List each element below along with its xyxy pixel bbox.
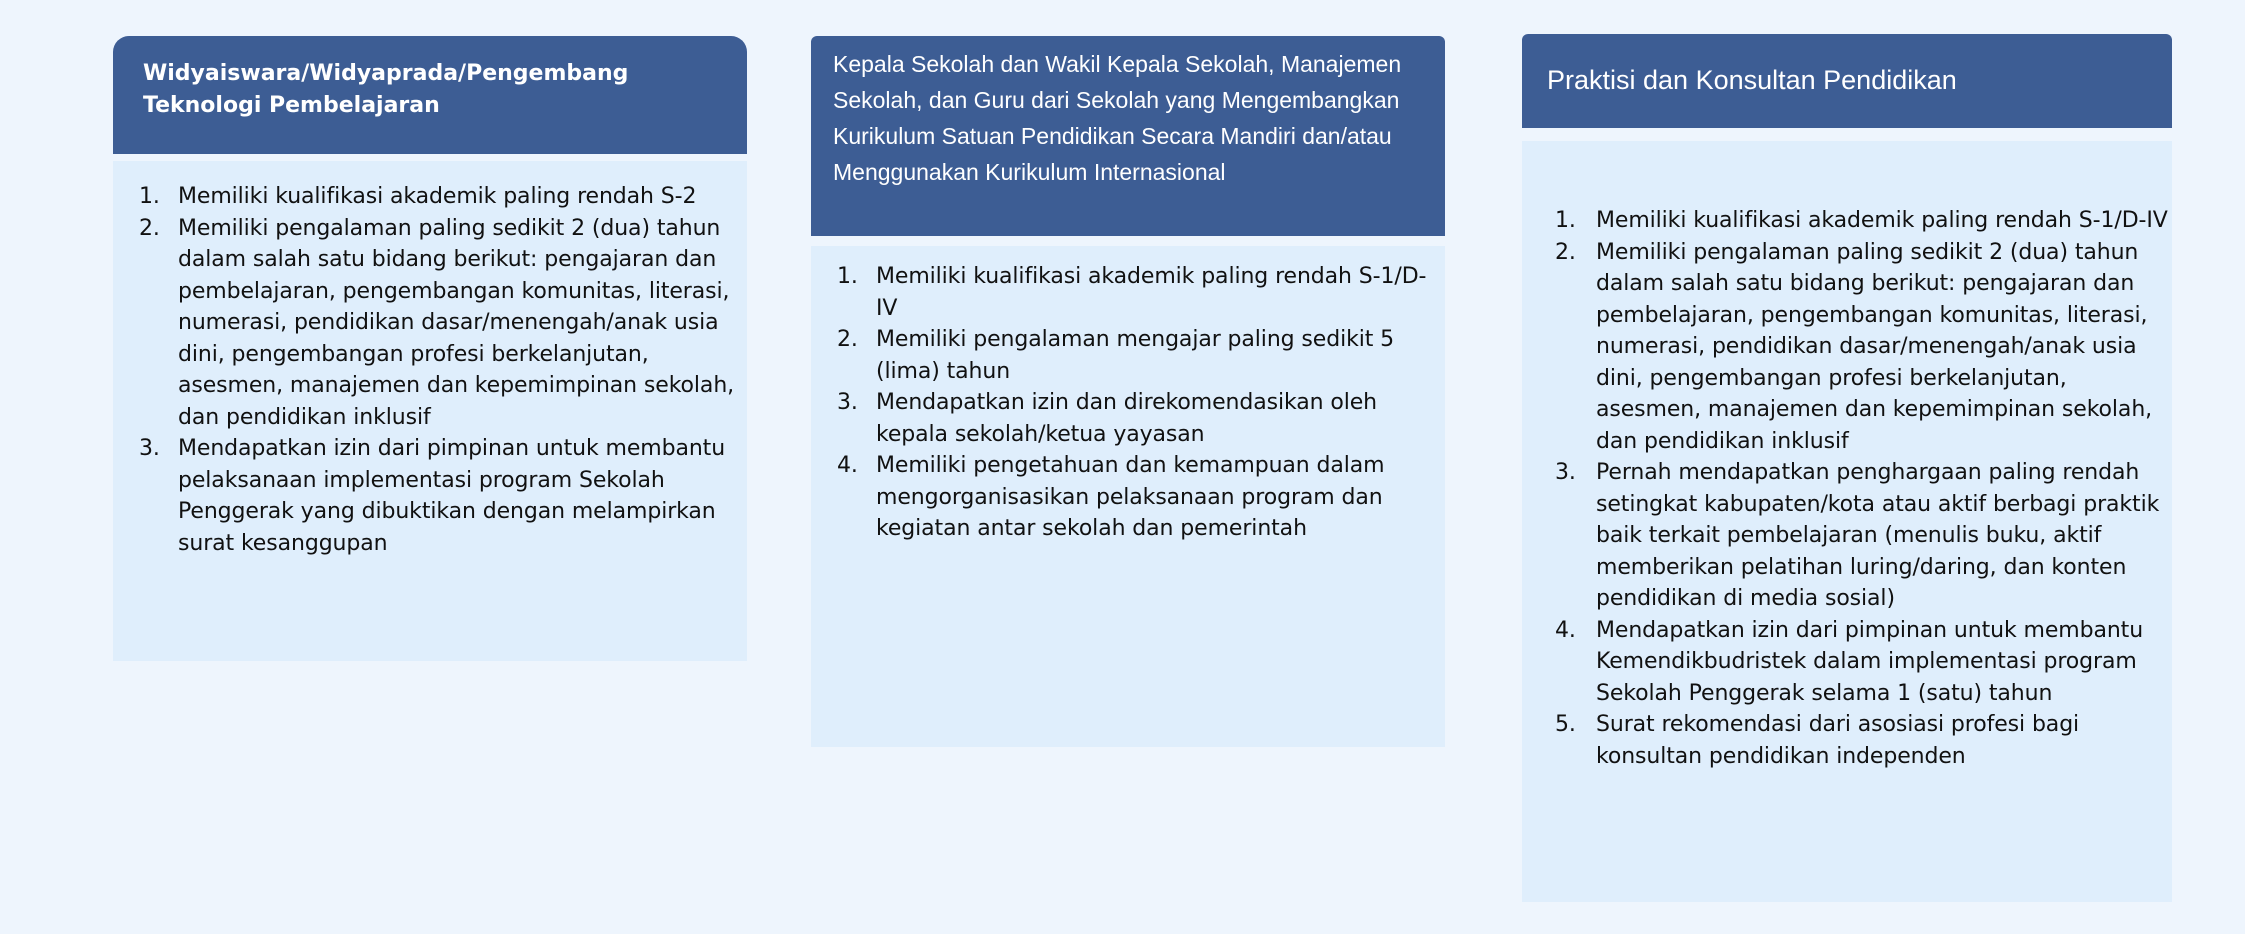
list-item xyxy=(811,450,1445,545)
requirements-list xyxy=(1522,205,2172,772)
item-number: 3. xyxy=(1555,460,1576,485)
requirements-list xyxy=(113,181,747,559)
list-item xyxy=(811,261,1445,324)
list-item xyxy=(1522,457,2172,615)
item-number: 3. xyxy=(837,390,858,415)
requirements-list xyxy=(811,261,1445,545)
item-text: Memiliki pengalaman mengajar paling sedikit 5 (lima) tahun xyxy=(876,327,1395,384)
list-item xyxy=(1522,615,2172,710)
item-text: Pernah mendapatkan penghargaan paling rendah setingkat kabupaten/kota atau aktif berbagi praktik baik terkait pembelajaran (menulis buku, aktif memberikan pelatihan luring/daring, dan konten pendidikan di media sosial) xyxy=(1596,460,2160,611)
item-text: Memiliki pengalaman paling sedikit 2 (dua) tahun dalam salah satu bidang berikut: pengajaran dan pembelajaran, pengembangan komunitas, literasi, numerasi, pendidikan dasar/menengah/anak usia dini, pengembangan profesi berkelanjutan, asesmen, manajemen dan kepemimpinan sekolah, dan pendidikan inklusif xyxy=(178,215,735,430)
list-item xyxy=(113,213,747,434)
item-text: Mendapatkan izin dan direkomendasikan oleh kepala sekolah/ketua yayasan xyxy=(876,390,1377,447)
item-text: Memiliki pengalaman paling sedikit 2 (dua) tahun dalam salah satu bidang berikut: pengajaran dan pembelajaran, pengembangan komunitas, literasi, numerasi, pendidikan dasar/menengah/anak usia dini, pengembangan profesi berkelanjutan, asesmen, manajemen dan kepemimpinan sekolah, dan pendidikan inklusif xyxy=(1596,239,2153,454)
item-text: Surat rekomendasi dari asosiasi profesi bagi konsultan pendidikan independen xyxy=(1596,712,2080,769)
item-text: Mendapatkan izin dari pimpinan untuk membantu pelaksanaan implementasi program Sekolah Penggerak yang dibuktikan dengan melampirkan surat kesanggupan xyxy=(178,436,726,556)
item-number: 1. xyxy=(139,184,160,209)
list-item xyxy=(811,387,1445,450)
card-title: Widyaiswara/Widyaprada/Pengembang Teknologi Pembelajaran xyxy=(113,36,747,154)
item-number: 1. xyxy=(837,264,858,289)
item-number: 4. xyxy=(837,453,858,478)
card-title: Kepala Sekolah dan Wakil Kepala Sekolah, Manajemen Sekolah, dan Guru dari Sekolah yang Mengembangkan Kurikulum Satuan Pendidikan Secara Mandiri dan/atau Menggunakan Kurikulum Internasional xyxy=(811,36,1445,236)
item-number: 5. xyxy=(1555,712,1576,737)
item-text: Memiliki kualifikasi akademik paling rendah S-1/D-IV xyxy=(1596,208,2168,233)
criteria-card-kepala-sekolah xyxy=(811,36,1445,747)
card-body xyxy=(811,246,1445,747)
list-item xyxy=(1522,205,2172,237)
criteria-card-widyaiswara xyxy=(113,36,747,661)
item-text: Memiliki kualifikasi akademik paling rendah S-1/D-IV xyxy=(876,264,1427,321)
list-item xyxy=(113,181,747,213)
list-item xyxy=(811,324,1445,387)
card-body xyxy=(1522,141,2172,902)
item-number: 4. xyxy=(1555,617,1576,643)
item-number: 3. xyxy=(139,436,160,461)
item-number: 2. xyxy=(1555,239,1576,265)
card-title: Praktisi dan Konsultan Pendidikan xyxy=(1522,34,2172,128)
item-number: 2. xyxy=(139,215,160,241)
item-text: Memiliki kualifikasi akademik paling rendah S-2 xyxy=(178,184,697,209)
list-item xyxy=(113,433,747,559)
card-body xyxy=(113,161,747,661)
item-text: Memiliki pengetahuan dan kemampuan dalam mengorganisasikan pelaksanaan program dan kegiatan antar sekolah dan pemerintah xyxy=(876,453,1385,541)
item-number: 1. xyxy=(1555,208,1576,233)
list-item xyxy=(1522,709,2172,772)
item-text: Mendapatkan izin dari pimpinan untuk membantu Kemendikbudristek dalam implementasi program Sekolah Penggerak selama 1 (satu) tahun xyxy=(1596,617,2144,706)
criteria-card-praktisi xyxy=(1522,34,2172,902)
list-item xyxy=(1522,237,2172,458)
item-number: 2. xyxy=(837,327,858,352)
